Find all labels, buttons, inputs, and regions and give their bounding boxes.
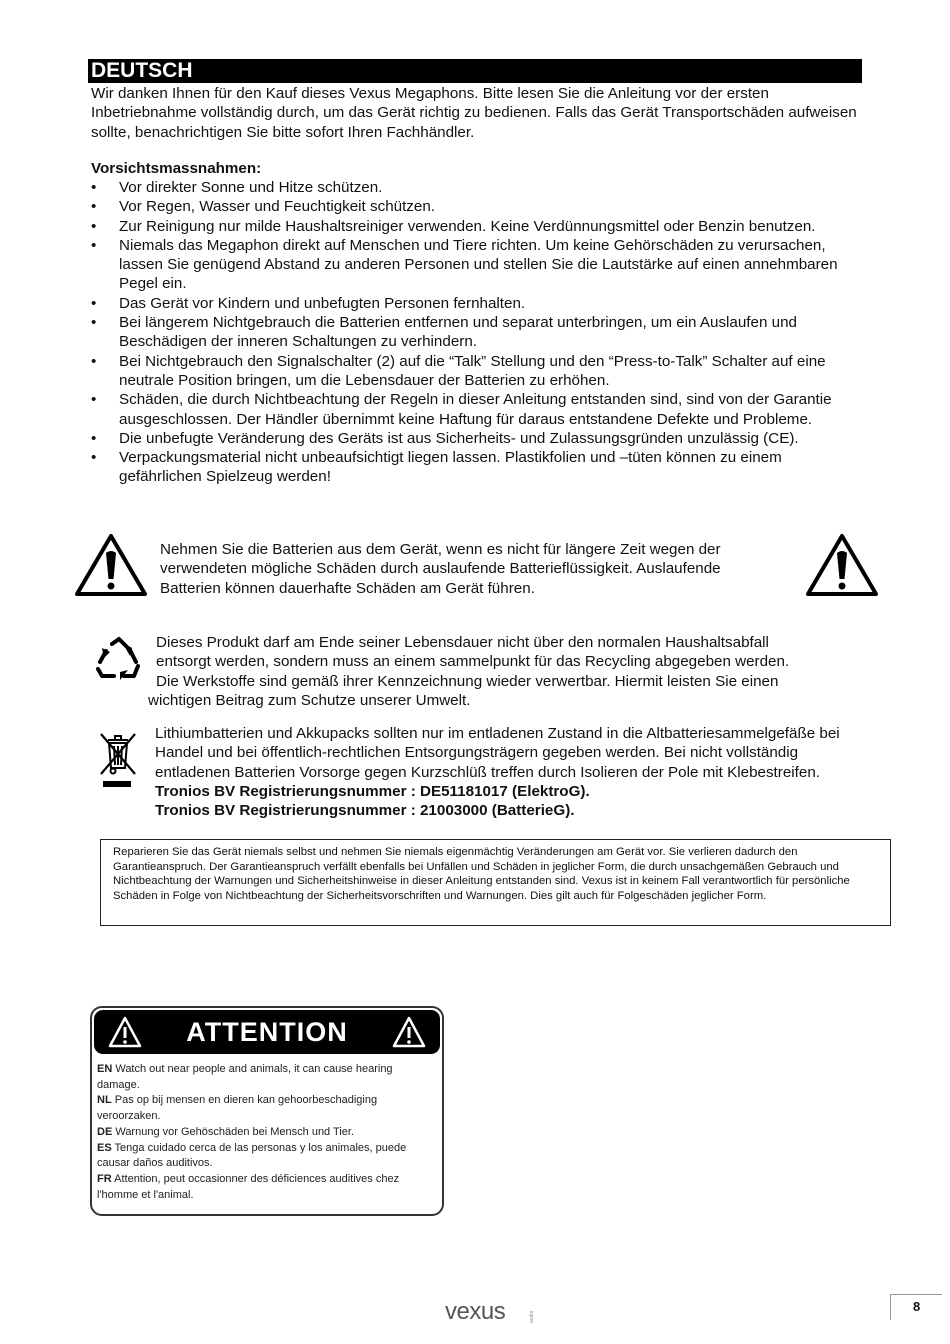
list-item: • Verpackungsmaterial nicht unbeaufsichtigt liegen lassen. Plastikfolien und –tüten können zu einem gefährlichen Spielzeug werden! [91, 448, 861, 487]
recycling-line: Dieses Produkt darf am Ende seiner Lebensdauer nicht über den normalen Haushaltsabfall [156, 634, 769, 651]
list-item: • Bei längerem Nichtgebrauch die Batterien entfernen und separat unterbringen, um ein Auslaufen und Beschädigen der inneren Schaltungen zu verhindern. [91, 313, 861, 352]
attention-line-text: Warnung vor Gehöschäden bei Mensch und Tier. [115, 1125, 355, 1138]
warranty-notice-box [100, 839, 891, 926]
attention-line [97, 1172, 436, 1203]
attention-line-text: Watch out near people and animals, it can cause hearing damage. [97, 1063, 393, 1091]
language-code: NL [97, 1094, 112, 1107]
language-code: EN [97, 1063, 113, 1075]
list-item: • Bei Nichtgebrauch den Signalschalter (2) auf die “Talk” Stellung und den “Press-to-Talk” Schalter auf eine neutrale Position bringen, um die Lebensdauer der Batterien zu erhöhen. [91, 352, 861, 391]
battery-disposal-paragraph: Lithiumbatterien und Akkupacks sollten nur im entladenen Zustand in die Altbatteriesammelgefäße bei Handel und bei öffentlich-rechtlichen Entsorgungsträgern gegeben werden. Bei nicht vollständig entladenen Batterien Vorsorge gegen Kurzschlüß treffen durch Isolieren der Pole mit Klebestreifen. [155, 725, 840, 781]
list-item: • Vor Regen, Wasser und Feuchtigkeit schützen. [91, 197, 861, 216]
vexus-logo [443, 1298, 543, 1326]
section-title: DEUTSCH [88, 59, 862, 83]
registration-number-elektrog: Tronios BV Registrierungsnummer : DE51181017 (ElektroG). [155, 782, 590, 800]
attention-header [94, 1010, 440, 1054]
attention-line [97, 1125, 436, 1141]
logo-text: vexus [445, 1298, 506, 1325]
recycle-icon [94, 636, 144, 682]
precautions-title: Vorsichtsmassnahmen: [91, 160, 262, 177]
attention-title: ATTENTION [186, 1016, 348, 1047]
recycling-line: entsorgt werden, sondern muss an einem sammelpunkt für das Recycling abgegeben werden. [156, 653, 790, 671]
list-item: • Die unbefugte Veränderung des Geräts ist aus Sicherheits- und Zulassungsgründen unzulässig (CE). [91, 429, 861, 448]
recycling-line: Die Werkstoffe sind gemäß ihrer Kennzeichnung wieder verwertbar. Hiermit leisten Sie einen [156, 672, 779, 690]
attention-line-text: Attention, peut occasionner des déficiences auditives chez l'homme et l'animal. [97, 1172, 400, 1201]
list-item: • Niemals das Megaphon direkt auf Menschen und Tiere richten. Um keine Gehörschäden zu verursachen, lassen Sie genügend Abstand zu anderen Personen und stellen Sie die Lautstärke auf einen annehmbaren Pegel ein. [91, 236, 861, 294]
attention-lines [92, 1056, 442, 1203]
language-code: FR [97, 1172, 112, 1185]
precautions-list [91, 178, 861, 487]
battery-disposal-text [155, 724, 875, 820]
warning-triangle-icon [108, 1016, 142, 1048]
battery-warning-text: Nehmen Sie die Batterien aus dem Gerät, wenn es nicht für längere Zeit wegen der verwendeten mögliche Schäden durch auslaufende Batterieflüssigkeit. Auslaufende Batterien können dauerhafte Schäden am Gerät führen. [160, 541, 721, 597]
page-number: 8 [890, 1294, 942, 1320]
warning-triangle-icon [392, 1016, 426, 1048]
recycling-text [148, 633, 838, 710]
warning-triangle-icon [805, 533, 879, 597]
language-code: DE [97, 1125, 113, 1138]
attention-line [97, 1141, 436, 1172]
list-item: • Vor direkter Sonne und Hitze schützen. [91, 178, 861, 197]
attention-line [97, 1093, 436, 1124]
language-code: ES [97, 1141, 112, 1154]
registration-number-batterieg: Tronios BV Registrierungsnummer : 21003000 (BatterieG). [155, 802, 575, 820]
list-item: • Das Gerät vor Kindern und unbefugten Personen fernhalten. [91, 294, 861, 313]
attention-sign [90, 1006, 444, 1216]
list-item: • Schäden, die durch Nichtbeachtung der Regeln in dieser Anleitung entstanden sind, sind von der Garantie ausgeschlossen. Der Händler übernimmt keine Haftung für daraus entstandene Defekte und Probleme. [91, 390, 861, 429]
warning-triangle-icon [74, 533, 148, 597]
list-item: • Zur Reinigung nur milde Haushaltsreiniger verwenden. Keine Verdünnungsmittel oder Benzin benutzen. [91, 217, 861, 236]
attention-line-text: Tenga cuidado cerca de las personas y los animales, puede causar daños auditivos. [97, 1141, 407, 1170]
intro-paragraph: Wir danken Ihnen für den Kauf dieses Vexus Megaphons. Bitte lesen Sie die Anleitung vor der ersten Inbetriebnahme vollständig durch, um das Gerät richtig zu bedienen. Falls das Gerät Transportschäden aufweisen sollte, benachrichtigen Sie bitte sofort Ihren Fachhändler. [91, 85, 857, 141]
attention-line-text: Pas op bij mensen en dieren kan gehoorbeschadiging veroorzaken. [97, 1094, 378, 1123]
warranty-notice-text: Reparieren Sie das Gerät niemals selbst und nehmen Sie niemals eigenmächtig Veränderungen am Gerät vor. Sie verlieren dadurch den Garantieanspruch. Der Garantieanspruch verfällt ebenfalls bei Unfällen und Schäden in jeglicher Form, die durch unsachgemäßen Gebrauch und Nichtbeachtung der Warnungen und Sicherheitshinweise in dieser Anleitung entstanden sind. Vexus ist in keinem Fall verantwortlich für persönliche Schäden in Folge von Nichtbeachtung der Sicherheitsvorschriften und Warnungen. Dies gilt auch für Folgeschäden jeglicher Form. [113, 846, 850, 902]
logo-subtext: audio [529, 1310, 535, 1323]
attention-line [97, 1062, 436, 1093]
crossed-bin-icon [98, 730, 138, 790]
recycling-line: wichtigen Beitrag zum Schutze unserer Umwelt. [148, 691, 471, 709]
